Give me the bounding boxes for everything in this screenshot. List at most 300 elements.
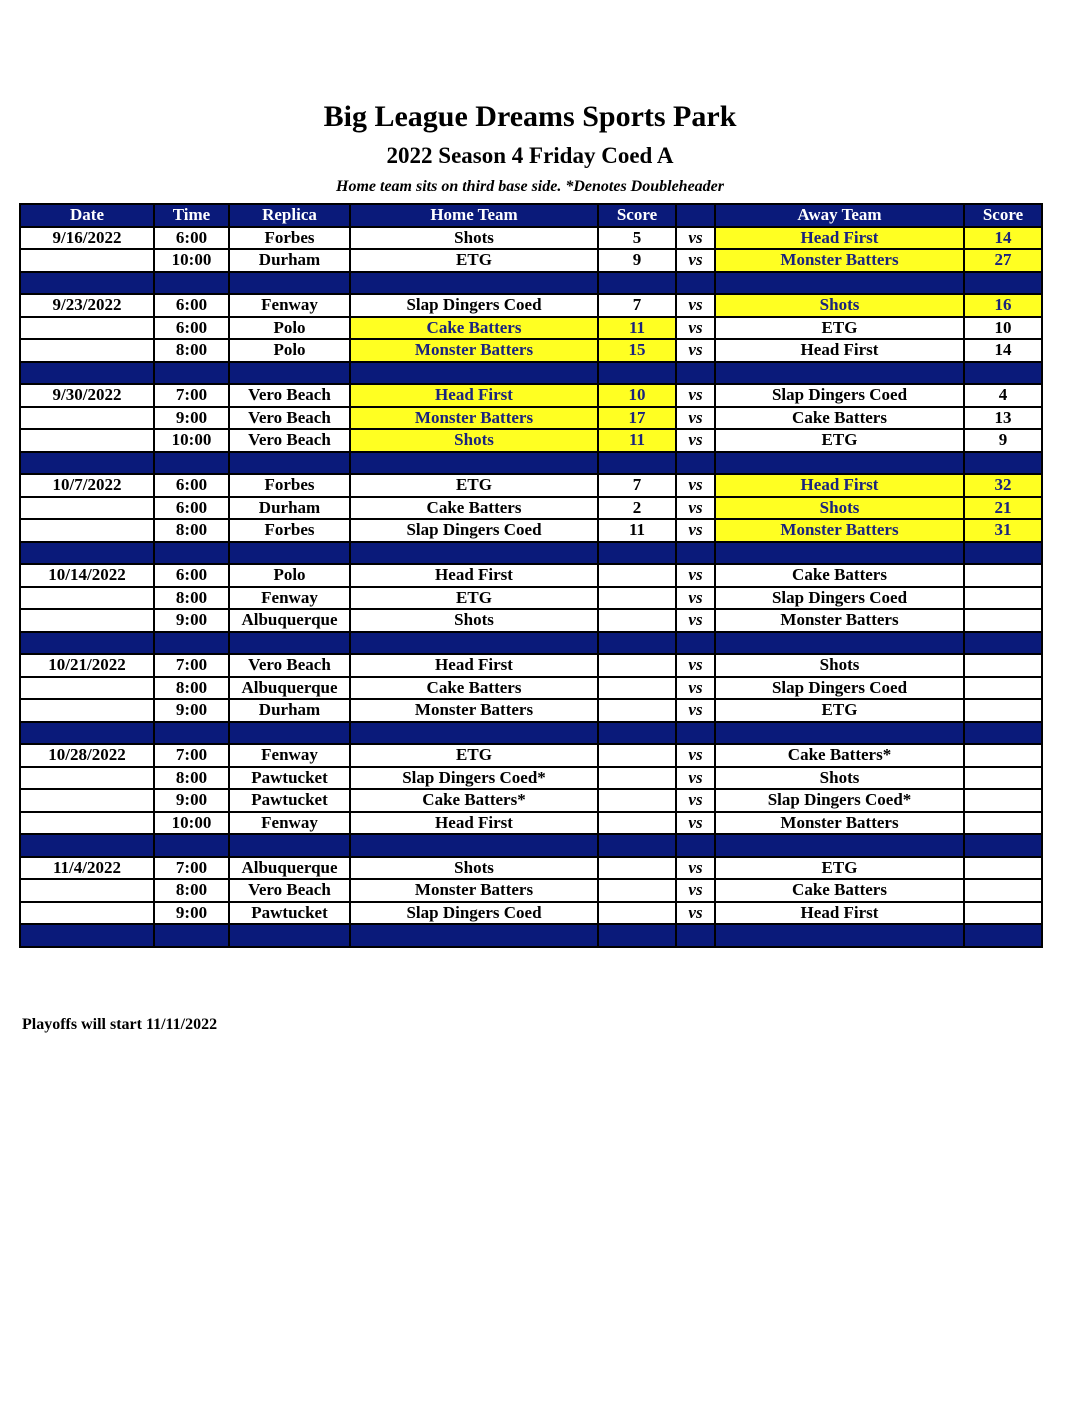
time-cell: 6:00 [154, 497, 229, 520]
away-team-cell: Monster Batters [715, 249, 964, 272]
separator-cell [964, 834, 1042, 857]
separator-cell [154, 924, 229, 947]
away-team-cell: ETG [715, 857, 964, 880]
separator-cell [350, 632, 598, 655]
separator-cell [350, 452, 598, 475]
home-team-cell: Head First [350, 812, 598, 835]
away-team-cell: Monster Batters [715, 519, 964, 542]
date-cell: 10/21/2022 [20, 654, 154, 677]
away-team-cell: Slap Dingers Coed [715, 384, 964, 407]
replica-cell: Forbes [229, 519, 350, 542]
replica-cell: Forbes [229, 474, 350, 497]
replica-cell: Durham [229, 699, 350, 722]
replica-cell: Vero Beach [229, 407, 350, 430]
date-cell: 10/28/2022 [20, 744, 154, 767]
replica-cell: Pawtucket [229, 789, 350, 812]
separator-cell [154, 452, 229, 475]
vs-cell: vs [676, 609, 715, 632]
home-score-cell [598, 767, 676, 790]
away-team-cell: Slap Dingers Coed* [715, 789, 964, 812]
away-team-cell: Shots [715, 767, 964, 790]
separator-cell [229, 722, 350, 745]
date-cell [20, 677, 154, 700]
column-header-time: Time [154, 204, 229, 227]
away-team-cell: Head First [715, 474, 964, 497]
game-row [20, 699, 1042, 722]
game-row [20, 519, 1042, 542]
separator-cell [20, 452, 154, 475]
replica-cell: Pawtucket [229, 902, 350, 925]
date-cell [20, 609, 154, 632]
time-cell: 10:00 [154, 429, 229, 452]
separator-cell [154, 722, 229, 745]
home-team-cell: ETG [350, 474, 598, 497]
date-cell: 9/30/2022 [20, 384, 154, 407]
vs-cell: vs [676, 677, 715, 700]
home-score-cell: 2 [598, 497, 676, 520]
separator-cell [676, 362, 715, 385]
away-score-cell [964, 609, 1042, 632]
away-team-cell: Monster Batters [715, 609, 964, 632]
separator-cell [676, 542, 715, 565]
away-score-cell: 10 [964, 317, 1042, 340]
date-cell [20, 789, 154, 812]
away-score-cell [964, 789, 1042, 812]
date-cell: 9/23/2022 [20, 294, 154, 317]
time-cell: 10:00 [154, 812, 229, 835]
home-team-cell: Slap Dingers Coed [350, 294, 598, 317]
separator-cell [676, 924, 715, 947]
schedule-body [20, 227, 1042, 947]
home-team-cell: Slap Dingers Coed [350, 902, 598, 925]
away-team-cell: Slap Dingers Coed [715, 677, 964, 700]
away-team-cell: Shots [715, 654, 964, 677]
separator-cell [964, 542, 1042, 565]
time-cell: 6:00 [154, 564, 229, 587]
vs-cell: vs [676, 294, 715, 317]
separator-cell [715, 452, 964, 475]
separator-cell [20, 722, 154, 745]
away-score-cell: 14 [964, 339, 1042, 362]
week-separator-row [20, 452, 1042, 475]
home-score-cell [598, 699, 676, 722]
home-score-cell: 9 [598, 249, 676, 272]
separator-cell [598, 542, 676, 565]
separator-cell [598, 632, 676, 655]
game-row [20, 654, 1042, 677]
home-team-cell: Head First [350, 384, 598, 407]
date-cell [20, 879, 154, 902]
vs-cell: vs [676, 317, 715, 340]
separator-cell [964, 924, 1042, 947]
separator-cell [676, 834, 715, 857]
away-score-cell: 16 [964, 294, 1042, 317]
away-score-cell [964, 767, 1042, 790]
home-score-cell: 11 [598, 429, 676, 452]
away-team-cell: Head First [715, 339, 964, 362]
home-team-cell: Shots [350, 429, 598, 452]
date-cell [20, 339, 154, 362]
date-cell [20, 429, 154, 452]
home-score-cell [598, 609, 676, 632]
separator-cell [964, 632, 1042, 655]
home-score-cell: 7 [598, 294, 676, 317]
week-separator-row [20, 272, 1042, 295]
time-cell: 10:00 [154, 249, 229, 272]
date-cell [20, 317, 154, 340]
game-row [20, 677, 1042, 700]
time-cell: 8:00 [154, 519, 229, 542]
home-score-cell: 11 [598, 519, 676, 542]
date-cell [20, 519, 154, 542]
away-score-cell [964, 744, 1042, 767]
away-score-cell: 32 [964, 474, 1042, 497]
vs-cell: vs [676, 497, 715, 520]
column-header-home-score: Score [598, 204, 676, 227]
separator-cell [964, 452, 1042, 475]
time-cell: 7:00 [154, 384, 229, 407]
separator-cell [350, 362, 598, 385]
schedule-table [19, 203, 1043, 948]
replica-cell: Durham [229, 249, 350, 272]
separator-cell [598, 452, 676, 475]
replica-cell: Albuquerque [229, 677, 350, 700]
separator-cell [598, 834, 676, 857]
separator-cell [964, 272, 1042, 295]
away-score-cell [964, 699, 1042, 722]
replica-cell: Fenway [229, 812, 350, 835]
home-team-cell: Slap Dingers Coed [350, 519, 598, 542]
replica-cell: Fenway [229, 744, 350, 767]
separator-cell [229, 272, 350, 295]
separator-cell [598, 272, 676, 295]
game-row [20, 384, 1042, 407]
game-row [20, 429, 1042, 452]
away-score-cell [964, 812, 1042, 835]
home-team-cell: Monster Batters [350, 699, 598, 722]
column-header-date: Date [20, 204, 154, 227]
separator-cell [20, 272, 154, 295]
home-score-cell [598, 879, 676, 902]
home-score-cell: 5 [598, 227, 676, 250]
game-row [20, 564, 1042, 587]
home-score-cell: 15 [598, 339, 676, 362]
separator-cell [964, 362, 1042, 385]
away-score-cell [964, 654, 1042, 677]
replica-cell: Vero Beach [229, 429, 350, 452]
home-team-cell: Shots [350, 227, 598, 250]
time-cell: 6:00 [154, 474, 229, 497]
date-cell [20, 767, 154, 790]
vs-cell: vs [676, 654, 715, 677]
separator-cell [154, 632, 229, 655]
replica-cell: Vero Beach [229, 654, 350, 677]
game-row [20, 857, 1042, 880]
separator-cell [229, 542, 350, 565]
separator-cell [715, 632, 964, 655]
time-cell: 8:00 [154, 677, 229, 700]
vs-cell: vs [676, 384, 715, 407]
vs-cell: vs [676, 519, 715, 542]
separator-cell [350, 272, 598, 295]
time-cell: 9:00 [154, 902, 229, 925]
separator-cell [229, 632, 350, 655]
home-score-cell [598, 857, 676, 880]
date-cell: 10/14/2022 [20, 564, 154, 587]
separator-cell [229, 362, 350, 385]
week-separator-row [20, 834, 1042, 857]
away-score-cell [964, 879, 1042, 902]
time-cell: 9:00 [154, 407, 229, 430]
replica-cell: Fenway [229, 294, 350, 317]
time-cell: 9:00 [154, 609, 229, 632]
date-cell: 9/16/2022 [20, 227, 154, 250]
home-score-cell: 17 [598, 407, 676, 430]
replica-cell: Polo [229, 317, 350, 340]
home-team-cell: Cake Batters* [350, 789, 598, 812]
away-score-cell: 27 [964, 249, 1042, 272]
separator-cell [154, 362, 229, 385]
separator-cell [20, 362, 154, 385]
home-score-cell [598, 902, 676, 925]
away-score-cell: 21 [964, 497, 1042, 520]
date-cell [20, 699, 154, 722]
game-row [20, 879, 1042, 902]
separator-cell [715, 722, 964, 745]
separator-cell [20, 542, 154, 565]
document-title: Big League Dreams Sports Park [323, 100, 737, 133]
separator-cell [154, 272, 229, 295]
separator-cell [676, 632, 715, 655]
home-score-cell [598, 587, 676, 610]
away-score-cell [964, 677, 1042, 700]
away-score-cell [964, 857, 1042, 880]
vs-cell: vs [676, 474, 715, 497]
separator-cell [598, 924, 676, 947]
time-cell: 9:00 [154, 789, 229, 812]
away-team-cell: ETG [715, 699, 964, 722]
replica-cell: Forbes [229, 227, 350, 250]
game-row [20, 587, 1042, 610]
away-team-cell: Cake Batters [715, 564, 964, 587]
vs-cell: vs [676, 699, 715, 722]
home-score-cell [598, 564, 676, 587]
week-separator-row [20, 722, 1042, 745]
home-team-cell: Head First [350, 564, 598, 587]
vs-cell: vs [676, 407, 715, 430]
separator-cell [715, 272, 964, 295]
home-score-cell [598, 812, 676, 835]
replica-cell: Albuquerque [229, 857, 350, 880]
game-row [20, 902, 1042, 925]
vs-cell: vs [676, 744, 715, 767]
date-cell [20, 902, 154, 925]
replica-cell: Vero Beach [229, 384, 350, 407]
playoffs-note: Playoffs will start 11/11/2022 [22, 1016, 218, 1033]
column-header-home-team: Home Team [350, 204, 598, 227]
away-score-cell: 13 [964, 407, 1042, 430]
time-cell: 6:00 [154, 317, 229, 340]
home-team-cell: Monster Batters [350, 339, 598, 362]
vs-cell: vs [676, 879, 715, 902]
vs-cell: vs [676, 857, 715, 880]
replica-cell: Pawtucket [229, 767, 350, 790]
date-cell [20, 249, 154, 272]
time-cell: 6:00 [154, 227, 229, 250]
date-cell [20, 812, 154, 835]
separator-cell [350, 834, 598, 857]
separator-cell [350, 924, 598, 947]
separator-cell [20, 834, 154, 857]
game-row [20, 407, 1042, 430]
date-cell [20, 497, 154, 520]
time-cell: 6:00 [154, 294, 229, 317]
away-team-cell: Shots [715, 294, 964, 317]
away-score-cell: 9 [964, 429, 1042, 452]
replica-cell: Albuquerque [229, 609, 350, 632]
game-row [20, 812, 1042, 835]
replica-cell: Fenway [229, 587, 350, 610]
separator-cell [350, 722, 598, 745]
away-team-cell: Slap Dingers Coed [715, 587, 964, 610]
home-score-cell [598, 789, 676, 812]
column-header-vs [676, 204, 715, 227]
away-score-cell: 14 [964, 227, 1042, 250]
game-row [20, 294, 1042, 317]
separator-cell [676, 272, 715, 295]
home-team-cell: Cake Batters [350, 497, 598, 520]
vs-cell: vs [676, 429, 715, 452]
vs-cell: vs [676, 339, 715, 362]
home-score-cell: 10 [598, 384, 676, 407]
separator-cell [20, 924, 154, 947]
date-cell: 10/7/2022 [20, 474, 154, 497]
replica-cell: Durham [229, 497, 350, 520]
home-team-cell: ETG [350, 587, 598, 610]
vs-cell: vs [676, 564, 715, 587]
replica-cell: Vero Beach [229, 879, 350, 902]
game-row [20, 767, 1042, 790]
separator-cell [676, 722, 715, 745]
home-score-cell: 7 [598, 474, 676, 497]
column-header-away-score: Score [964, 204, 1042, 227]
column-header-replica: Replica [229, 204, 350, 227]
week-separator-row [20, 542, 1042, 565]
home-team-cell: Head First [350, 654, 598, 677]
away-team-cell: Shots [715, 497, 964, 520]
home-score-cell [598, 654, 676, 677]
vs-cell: vs [676, 767, 715, 790]
home-team-cell: Cake Batters [350, 677, 598, 700]
separator-cell [20, 632, 154, 655]
away-team-cell: Head First [715, 902, 964, 925]
home-team-cell: ETG [350, 744, 598, 767]
date-cell [20, 407, 154, 430]
separator-cell [598, 722, 676, 745]
home-team-cell: Monster Batters [350, 407, 598, 430]
week-separator-row [20, 362, 1042, 385]
home-team-cell: Cake Batters [350, 317, 598, 340]
date-cell: 11/4/2022 [20, 857, 154, 880]
game-row [20, 474, 1042, 497]
date-cell [20, 587, 154, 610]
home-score-cell: 11 [598, 317, 676, 340]
home-team-cell: Monster Batters [350, 879, 598, 902]
game-row [20, 744, 1042, 767]
header-row [20, 204, 1042, 227]
replica-cell: Polo [229, 339, 350, 362]
time-cell: 8:00 [154, 767, 229, 790]
schedule-note: Home team sits on third base side. *Denotes Doubleheader [336, 178, 724, 195]
vs-cell: vs [676, 789, 715, 812]
game-row [20, 609, 1042, 632]
vs-cell: vs [676, 249, 715, 272]
home-team-cell: Slap Dingers Coed* [350, 767, 598, 790]
vs-cell: vs [676, 227, 715, 250]
separator-cell [229, 452, 350, 475]
separator-cell [676, 452, 715, 475]
away-score-cell: 4 [964, 384, 1042, 407]
time-cell: 8:00 [154, 339, 229, 362]
time-cell: 7:00 [154, 654, 229, 677]
away-team-cell: ETG [715, 429, 964, 452]
game-row [20, 317, 1042, 340]
separator-cell [715, 834, 964, 857]
game-row [20, 339, 1042, 362]
separator-cell [715, 924, 964, 947]
separator-cell [715, 362, 964, 385]
away-score-cell [964, 587, 1042, 610]
time-cell: 8:00 [154, 879, 229, 902]
separator-cell [350, 542, 598, 565]
vs-cell: vs [676, 812, 715, 835]
away-team-cell: Cake Batters [715, 879, 964, 902]
away-team-cell: Monster Batters [715, 812, 964, 835]
vs-cell: vs [676, 902, 715, 925]
vs-cell: vs [676, 587, 715, 610]
separator-cell [964, 722, 1042, 745]
separator-cell [598, 362, 676, 385]
home-score-cell [598, 677, 676, 700]
home-team-cell: Shots [350, 857, 598, 880]
separator-cell [154, 542, 229, 565]
week-separator-row [20, 924, 1042, 947]
game-row [20, 227, 1042, 250]
time-cell: 9:00 [154, 699, 229, 722]
game-row [20, 249, 1042, 272]
separator-cell [229, 924, 350, 947]
week-separator-row [20, 632, 1042, 655]
document-subtitle: 2022 Season 4 Friday Coed A [386, 143, 674, 168]
column-header-away-team: Away Team [715, 204, 964, 227]
time-cell: 7:00 [154, 857, 229, 880]
away-score-cell [964, 902, 1042, 925]
game-row [20, 497, 1042, 520]
home-score-cell [598, 744, 676, 767]
game-row [20, 789, 1042, 812]
replica-cell: Polo [229, 564, 350, 587]
time-cell: 7:00 [154, 744, 229, 767]
separator-cell [715, 542, 964, 565]
away-team-cell: Cake Batters* [715, 744, 964, 767]
away-team-cell: Head First [715, 227, 964, 250]
away-team-cell: Cake Batters [715, 407, 964, 430]
separator-cell [154, 834, 229, 857]
home-team-cell: ETG [350, 249, 598, 272]
away-team-cell: ETG [715, 317, 964, 340]
away-score-cell [964, 564, 1042, 587]
time-cell: 8:00 [154, 587, 229, 610]
